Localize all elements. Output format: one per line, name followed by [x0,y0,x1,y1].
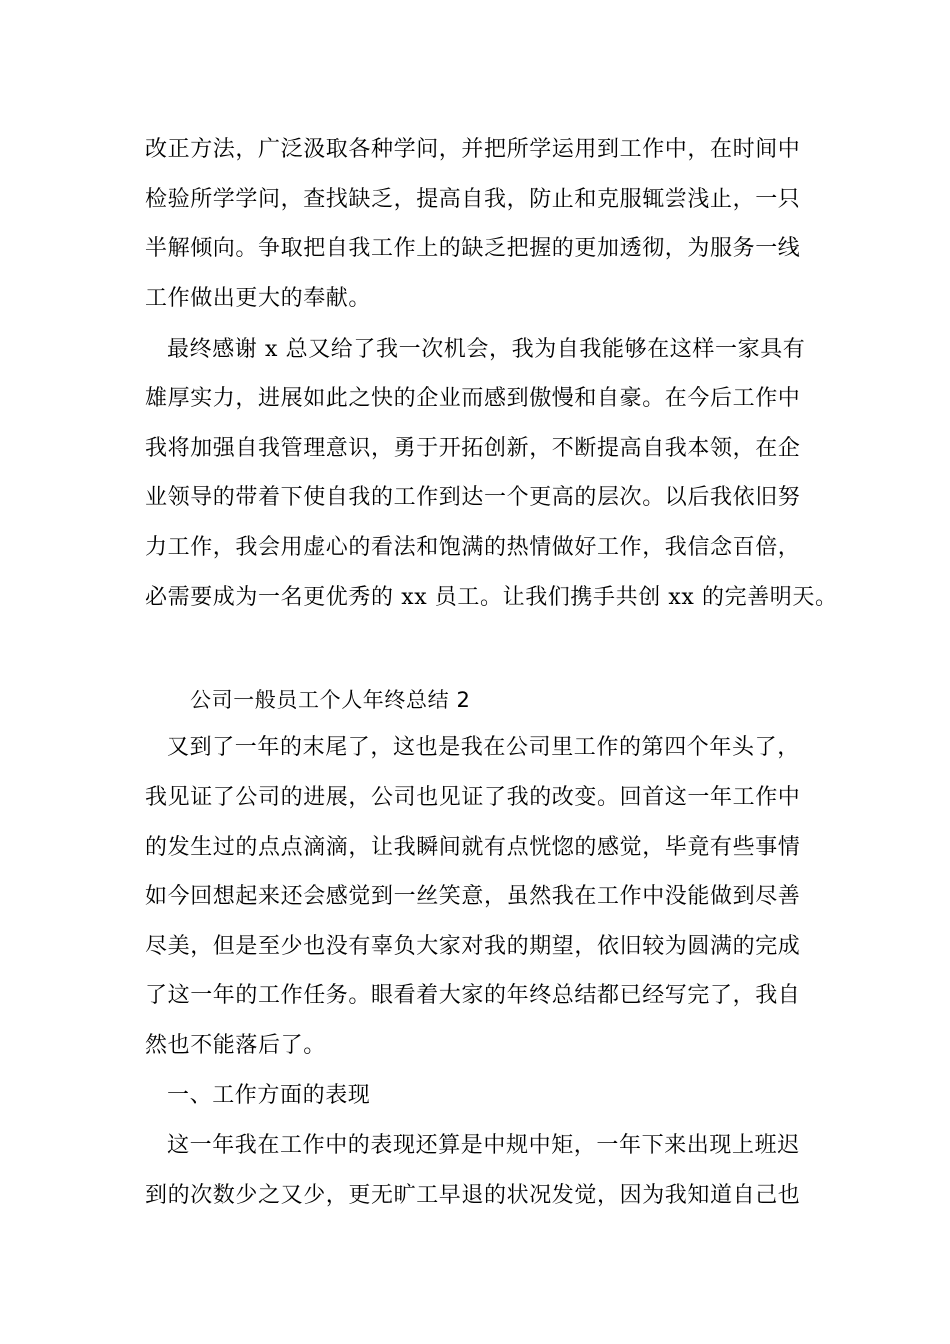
paragraph-line: 业领导的带着下使自我的工作到达一个更高的层次。以后我依旧努 [145,485,801,510]
paragraph-line: 力工作，我会用虚心的看法和饱满的热情做好工作，我信念百倍， [145,535,801,560]
subheading: 一、工作方面的表现 [167,1083,371,1108]
paragraph-line: 检验所学学问，查找缺乏，提高自我，防止和克服辄尝浅止，一只 [145,187,801,212]
paragraph-line: 我见证了公司的进展，公司也见证了我的改变。回首这一年工作中 [145,785,801,810]
paragraph-line: 了这一年的工作任务。眼看着大家的年终总结都已经写完了，我自 [145,983,801,1008]
paragraph-line: 我将加强自我管理意识，勇于开拓创新，不断提高自我本领，在企 [145,436,801,461]
section-title: 公司一般员工个人年终总结 2 [190,688,471,712]
paragraph-line: 然也不能落后了。 [145,1033,326,1058]
paragraph-line: 这一年我在工作中的表现还算是中规中矩，一年下来出现上班迟 [167,1133,800,1158]
paragraph-line: 最终感谢 x 总又给了我一次机会，我为自我能够在这样一家具有 [167,337,806,362]
paragraph-line: 尽美，但是至少也没有辜负大家对我的期望，依旧较为圆满的完成 [145,934,801,959]
paragraph-line: 必需要成为一名更优秀的 xx 员工。让我们携手共创 xx 的完善明天。 [145,585,838,610]
paragraph-line: 的发生过的点点滴滴，让我瞬间就有点恍惚的感觉，毕竟有些事情 [145,835,801,860]
paragraph-line: 又到了一年的末尾了，这也是我在公司里工作的第四个年头了， [167,735,800,760]
paragraph-line: 改正方法，广泛汲取各种学问，并把所学运用到工作中，在时间中 [145,137,801,162]
paragraph-line: 工作做出更大的奉献。 [145,286,372,311]
paragraph-line: 到的次数少之又少，更无旷工早退的状况发觉，因为我知道自己也 [145,1183,801,1208]
paragraph-line: 半解倾向。争取把自我工作上的缺乏把握的更加透彻，为服务一线 [145,236,801,261]
paragraph-line: 如今回想起来还会感觉到一丝笑意，虽然我在工作中没能做到尽善 [145,884,801,909]
paragraph-line: 雄厚实力，进展如此之快的企业而感到傲慢和自豪。在今后工作中 [145,386,801,411]
